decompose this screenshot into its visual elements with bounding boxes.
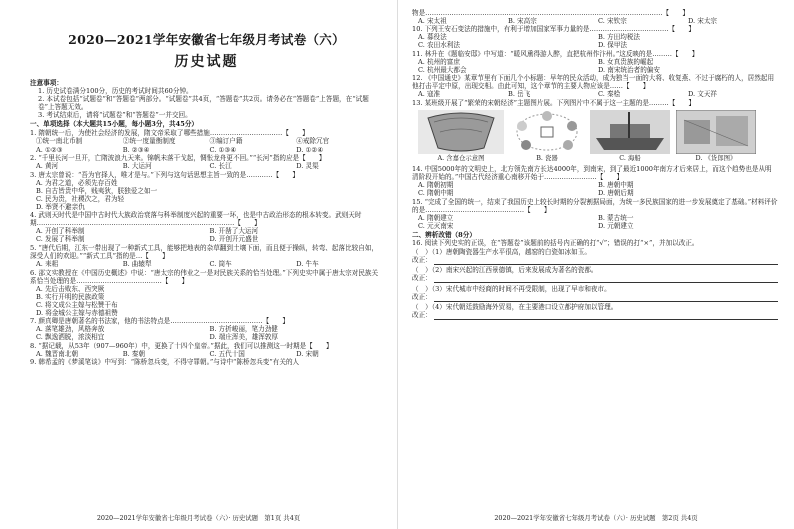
option-group [412, 214, 778, 230]
option: A. 寇准 [418, 90, 441, 99]
figure-c [590, 110, 670, 164]
option: A. 落笔雄劲，风格奔放 [36, 325, 105, 334]
footer-right: 2020—2021学年安徽省七年级月考试卷（六）· 历史试题 第2页 共4页 [494, 514, 698, 523]
option: A. ①②③ [36, 145, 63, 154]
option: ①统一南北币制 [36, 137, 83, 146]
option-group [30, 146, 383, 154]
notes-block [30, 79, 383, 119]
exam-title: 2020—2021学年安徽省七年级月考试卷（六） [68, 32, 345, 47]
correction-row [412, 293, 778, 303]
option: C. 农田水利法 [418, 41, 460, 50]
option-group [412, 17, 778, 25]
option: C. 发展了科举制 [36, 235, 85, 244]
question [412, 165, 778, 197]
option: ③编订户籍 [209, 137, 243, 146]
option: D. 开创开元盛世 [209, 235, 259, 244]
option-group [30, 260, 383, 268]
option-group [412, 90, 778, 98]
question-stem: 13. 某班级开展了“繁荣的宋朝经济”主题图片展。下列图片中不属于这一主题的是………【 】 [412, 98, 696, 107]
question [412, 198, 778, 230]
correction-label: 改正： [412, 311, 432, 320]
option: B. 宋高宗 [508, 16, 537, 25]
question [30, 244, 383, 268]
option-group [30, 285, 383, 317]
option: B. 方折峻丽，笔力劲健 [209, 325, 278, 334]
question [412, 99, 778, 107]
question [30, 317, 383, 341]
option: A. 先后击败东、西突厥 [36, 284, 105, 293]
option-group [30, 350, 383, 358]
option: A. 杭州的富庶 [418, 57, 460, 66]
option: ②统一度量衡制度 [122, 137, 176, 146]
option: B. 女真贵族的崛起 [598, 57, 654, 66]
option: A. 隋朝初期 [418, 180, 454, 189]
question [412, 9, 778, 25]
porcelain-icon [510, 110, 584, 154]
question [412, 25, 778, 49]
figure-d [676, 110, 756, 164]
question-stem: 5. “唐代后期，江东一带出现了一种新式工具，能够把地表的杂草翻到土壤下面，而且便于操纵，转弯、起落比较自如，深受人们的欢迎。”“新式工具”指的是…【 】 [30, 243, 379, 260]
question [30, 129, 383, 145]
judgment-item: （ ）（3）宋代城市中经商的时间不再受限制，出现了早市和夜市。 [412, 284, 611, 293]
question-list-right-bottom [412, 165, 778, 230]
question [30, 211, 383, 243]
section-2-heading: 二、辨析改错（8分） [412, 230, 476, 239]
subject-title: 历史试题 [174, 54, 239, 71]
option: B. 岳飞 [508, 90, 531, 99]
correction-label: 改正： [412, 274, 432, 283]
answer-line[interactable] [434, 311, 778, 320]
judgment-item: （ ）（4）宋代朝廷鼓励海外贸易，在主要港口设立都护府加以管理。 [412, 303, 618, 312]
option: A. 隋朝建立 [418, 213, 454, 222]
option: C. 飘逸洒脱，浓淡相宜 [36, 333, 105, 342]
option: C. 五代十国 [209, 349, 245, 358]
option: B. ②③④ [122, 145, 150, 154]
option-group [30, 325, 383, 341]
option-group [412, 33, 778, 49]
question [30, 146, 383, 154]
question-stem: 7. 颜真卿是唐朝著名的书法家，他的书法特点是……………………………………【 】 [30, 317, 289, 326]
option: D. 端庄浑美，雄浑敦厚 [209, 333, 279, 342]
option: B. 秦朝 [122, 349, 145, 358]
question-stem: 10. 下列王安石变法的措施中，有利于增加国家军事力量的是………………………………【 】 [412, 25, 695, 34]
option: A. 魏晋南北朝 [36, 349, 78, 358]
option: C. 秦桧 [598, 90, 621, 99]
question-stem: 3. 唐太宗曾说：“吾为官择人，唯才是与。”下列与这句话思想主旨一致的是…………【 】 [30, 170, 299, 179]
option: D. 灵渠 [296, 162, 319, 171]
figure-a-label: A. 含嘉仓示意图 [437, 153, 485, 162]
option: C. 隋朝中期 [418, 188, 454, 197]
option: D. 保甲法 [598, 41, 628, 50]
correction-label: 改正： [412, 292, 432, 301]
question [30, 171, 383, 211]
note-item: 2. 本试卷包括“试题卷”和“答题卷”两部分。“试题卷”共4页，“答题卷”共2页。请务必在“答题卷”上答题，在“试题卷”上答题无效。 [38, 95, 369, 112]
option: C. 将文成公主嫁与松赞干布 [36, 300, 118, 309]
option-group [30, 162, 383, 170]
question-stem: 物是………………………………………………………………………………………………【 】 [412, 8, 689, 17]
figure-b-label: B. 瓷器 [536, 153, 558, 162]
correction-row [412, 274, 778, 284]
option: D. 将金城公主嫁与赤德祖赞 [36, 308, 118, 317]
question [30, 358, 383, 366]
option-group [30, 137, 383, 145]
question-stem: 1. 隋朝统一后，为使社会经济的发展，隋文帝采取了哪些措施……………………………【 】 [30, 129, 309, 138]
option: B. 曲辕犁 [122, 260, 152, 269]
option: D. 文天祥 [688, 90, 718, 99]
question-list-right-top [412, 9, 778, 107]
option: C. 长江 [209, 162, 232, 171]
question-stem: 6. 邵文实教授在《中国历史概述》中说：“唐太宗的伟业之一是对民族关系的恰当处理。”下列史实中属于唐太宗对民族关系恰当处理的是…………………………………【 】 [30, 268, 379, 285]
option: ④戒除冗官 [296, 137, 330, 146]
question-stem: 2. “千里长河一旦开，亡隋波浪九天来。锦帆未落干戈起，惆怅龙舟更不回。”“长河”指的应是【 】 [30, 154, 326, 163]
figure-d-label: D. 《货郎图》 [695, 153, 737, 162]
option: B. 自古皆贵中华，贱夷狄，朕独爱之如一 [36, 186, 158, 195]
option: B. 开凿了大运河 [209, 227, 259, 236]
correction-row [412, 256, 778, 266]
option: C. 民为贵，社稷次之，君为轻 [36, 194, 125, 203]
option: B. 蒙古统一 [598, 213, 634, 222]
option: C. ①③④ [209, 145, 237, 154]
option: D. 元朝建立 [598, 221, 634, 230]
question-16-stem: 16. 阅读下列史实的正误，在“答题卷”该题前的括号内正确的打“√”；错误的打“×”，并加以改正。 [412, 239, 699, 248]
question-list-left [30, 129, 383, 366]
question [412, 50, 778, 74]
question [30, 154, 383, 170]
question-stem: 14. 中国5000年的文明史上，北方领先南方长达4000年，到南宋，到了最近1000年南方才后来居上，而这个趋势也是从明清阶段开始的。”中国古代经济重心南移开始于……………………【 】 [412, 164, 772, 181]
section-1-heading: 一、单项选择（本大题共15小题，每小题3分，共45分） [30, 120, 199, 129]
option: A. 黄河 [36, 162, 59, 171]
option: A. 为君之道，必须先存百姓 [36, 178, 118, 187]
question-stem: 9. 韩希孟的《梦溪笔谈》中写到：“陈桥忽兵变，不得守罪朝。”与诗中“陈桥忽兵变”有关的人 [30, 358, 300, 367]
question-stem: 15. “完成了全国的统一，结束了我国历史上较长时期的分裂割据局面，为统一多民族国家的进一步发展奠定了基础。”材料评价的是………………………………………【 】 [412, 197, 778, 214]
ship-icon [590, 110, 670, 154]
question-stem: 8. “据记载，从53年（907—960年）中，更换了十四个皇帝。”据此，我们可以推测这一时期是【 】 [30, 341, 333, 350]
option: D. 南宋统治者的偏安 [598, 65, 660, 74]
question-stem: 12. 《中国通史》某章节里有下面几个小标题：早年的民众活动，成为独当一面的大将、收复燕、不过于腐朽的人，居然起用他打击平定中原，出现交相。由此可知，这个章节的主要人物应该是……【 】 [412, 74, 775, 91]
granary-diagram-icon [418, 110, 504, 154]
question [30, 342, 383, 358]
option: C. 元灭南宋 [418, 221, 454, 230]
option: C. 宋钦宗 [598, 16, 627, 25]
peddler-painting-icon [676, 110, 756, 154]
option: D. 唐朝后期 [598, 188, 634, 197]
answer-line[interactable] [434, 293, 778, 302]
figure-c-label: C. 海船 [619, 153, 641, 162]
option: D. 宋朝 [296, 349, 319, 358]
question [30, 269, 383, 317]
option: A. 宋太祖 [418, 16, 447, 25]
option: D. ①②④ [296, 145, 324, 154]
footer-left: 2020—2021学年安徽省七年级月考试卷（六）· 历史试题 第1页 共4页 [96, 514, 301, 523]
option-group [412, 181, 778, 197]
option: A. 开创了科举制 [36, 227, 85, 236]
option: C. 杭州最大都会 [418, 65, 467, 74]
question-stem: 4. 武则天时代是中国中古时代大族政治衰落与科举制度兴起的重要一环，也是中古政治形态的根本转变。武则天时期………………………………………………………………………………【 】 [30, 211, 362, 228]
note-item: 3. 考试结束后，请将“试题卷”和“答题卷”一并交回。 [38, 111, 192, 120]
question [412, 74, 778, 98]
option: C. 筒车 [209, 260, 232, 269]
option-group [412, 58, 778, 74]
option: D. 宋太宗 [688, 16, 718, 25]
option: B. 大运河 [122, 162, 152, 171]
correction-row [412, 311, 778, 321]
option: B. 实行开明的民族政策 [36, 292, 105, 301]
option: D. 举贤不避亲仇 [36, 202, 85, 211]
judgment-item: （ ）（1）唐朝陶瓷器生产水平很高，越窑的白瓷如冰如玉。 [412, 247, 591, 256]
answer-line[interactable] [434, 256, 778, 265]
option: A. 耒耜 [36, 260, 59, 269]
figure-row [418, 110, 778, 164]
judgment-item: （ ）（2）南宋兴起的江西景德镇，后来发展成为著名的瓷都。 [412, 266, 598, 275]
option: B. 方田均税法 [598, 33, 641, 42]
question-stem: 11. 林升在《题临安邸》中写道：“暖风熏得游人醉，直把杭州作汴州。”这反映的是………【 】 [412, 49, 699, 58]
option: A. 募役法 [418, 33, 447, 42]
option-group [30, 227, 383, 243]
figure-b [510, 110, 584, 164]
figure-a [418, 110, 504, 164]
option: B. 唐朝中期 [598, 180, 634, 189]
note-item: 1. 历史试卷满分100分，历史的考试时间共60分钟。 [38, 87, 193, 96]
correction-label: 改正： [412, 255, 432, 264]
option: D. 牛车 [296, 260, 319, 269]
page-right [397, 0, 794, 529]
answer-line[interactable] [434, 274, 778, 283]
option-group [30, 179, 383, 211]
judgment-list [412, 248, 778, 322]
notes-heading: 注意事项： [30, 79, 63, 88]
